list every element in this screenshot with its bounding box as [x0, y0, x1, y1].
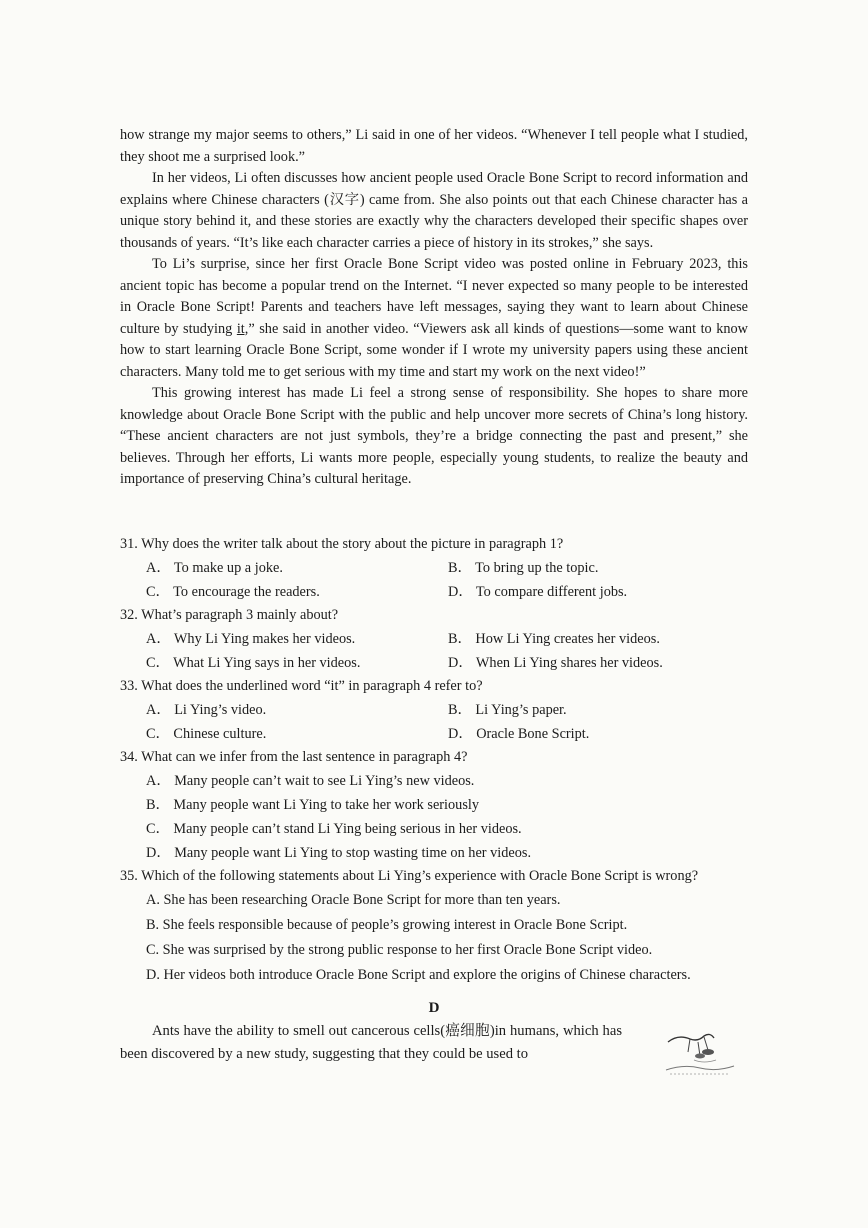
paragraph-4-part-1: To Li’s surprise, since her first Oracle Bone Script video was posted online in February 2023, this ancient topic has become a popular trend on the Internet. “I never expected so many people to be interested in Oracle Bone Script! Parents and teachers have left messages, saying they want to learn about Chinese culture by studying	[120, 256, 748, 337]
question-35	[120, 865, 760, 988]
option-d: D. Her videos both introduce Oracle Bone Script and explore the origins of Chinese characters.	[146, 967, 691, 983]
paragraph-4	[120, 254, 748, 383]
option-c: C. She was surprised by the strong public response to her first Oracle Bone Script video.	[146, 942, 653, 958]
question-stem: 33. What does the underlined word “it” in paragraph 4 refer to?	[120, 678, 483, 694]
option-b: B. She feels responsible because of people’s growing interest in Oracle Bone Script.	[146, 917, 628, 933]
options	[120, 888, 760, 988]
question-33	[120, 675, 760, 746]
question-list	[120, 533, 760, 988]
passage-d-intro: Ants have the ability to smell out cancerous cells(癌细胞)in humans, which has been discovered by a new study, suggesting that they could be used to	[120, 1023, 622, 1062]
option-a: A． To make up a joke.	[146, 560, 283, 576]
passage-c-text	[120, 125, 748, 491]
option-d: D． Many people want Li Ying to stop wasting time on her videos.	[146, 845, 532, 861]
option-a: A． Why Li Ying makes her videos.	[146, 631, 356, 647]
ant-sketch-icon	[664, 1030, 736, 1078]
option-d: D． When Li Ying shares her videos.	[448, 655, 663, 671]
option-b: B． To bring up the topic.	[448, 560, 599, 576]
section-heading-d: D	[428, 1000, 440, 1016]
question-stem: 35. Which of the following statements about Li Ying’s experience with Oracle Bone Script is wrong?	[120, 868, 699, 884]
options	[120, 627, 760, 675]
question-32	[120, 604, 760, 675]
option-c: C． What Li Ying says in her videos.	[146, 655, 361, 671]
option-b: B． Many people want Li Ying to take her work seriously	[146, 797, 480, 813]
question-34	[120, 746, 760, 865]
underlined-word-it: it,	[236, 320, 249, 337]
question-stem: 32. What’s paragraph 3 mainly about?	[120, 607, 339, 623]
paragraph-5: This growing interest has made Li feel a strong sense of responsibility. She hopes to share more knowledge about Oracle Bone Script with the public and help uncover more secrets of China’s long history. “These ancient characters are not just symbols, they’re a bridge connecting the past and present,” she believes. Through her efforts, Li wants more people, especially young students, to realize the beauty and importance of preserving China’s cultural heritage.	[120, 385, 748, 487]
paragraph-3: In her videos, Li often discusses how ancient people used Oracle Bone Script to record information and explains where Chinese characters (汉字) came from. She also points out that each Chinese character has a unique story behind it, and these stories are exactly why the characters developed their specific shapes over thousands of years. “It’s like each character carries a piece of history in its strokes,” she says.	[120, 170, 748, 251]
options	[120, 556, 760, 604]
options	[120, 769, 760, 865]
option-c: C． Chinese culture.	[146, 726, 267, 742]
question-stem: 31. Why does the writer talk about the story about the picture in paragraph 1?	[120, 536, 564, 552]
option-b: B． Li Ying’s paper.	[448, 702, 567, 718]
paragraph-1-continuation: how strange my major seems to others,” Li said in one of her videos. “Whenever I tell people what I studied, they shoot me a surprised look.”	[120, 127, 748, 165]
paragraph-4-part-2: ” she said in another video. “Viewers ask all kinds of questions—some want to know how to start learning Oracle Bone Script, some wonder if I wrote my university papers using these ancient characters. Many told me to get serious with my time and start my work on the next video!”	[120, 320, 748, 380]
option-a: A． Li Ying’s video.	[146, 702, 267, 718]
options	[120, 698, 760, 746]
option-c: C． Many people can’t stand Li Ying being serious in her videos.	[146, 821, 522, 837]
question-stem: 34. What can we infer from the last sentence in paragraph 4?	[120, 749, 468, 765]
option-a: A. She has been researching Oracle Bone Script for more than ten years.	[146, 892, 561, 908]
option-d: D． Oracle Bone Script.	[448, 726, 590, 742]
option-b: B． How Li Ying creates her videos.	[448, 631, 660, 647]
option-d: D． To compare different jobs.	[448, 584, 628, 600]
option-a: A． Many people can’t wait to see Li Ying’s new videos.	[146, 773, 475, 789]
question-31	[120, 533, 760, 604]
option-c: C． To encourage the readers.	[146, 584, 320, 600]
